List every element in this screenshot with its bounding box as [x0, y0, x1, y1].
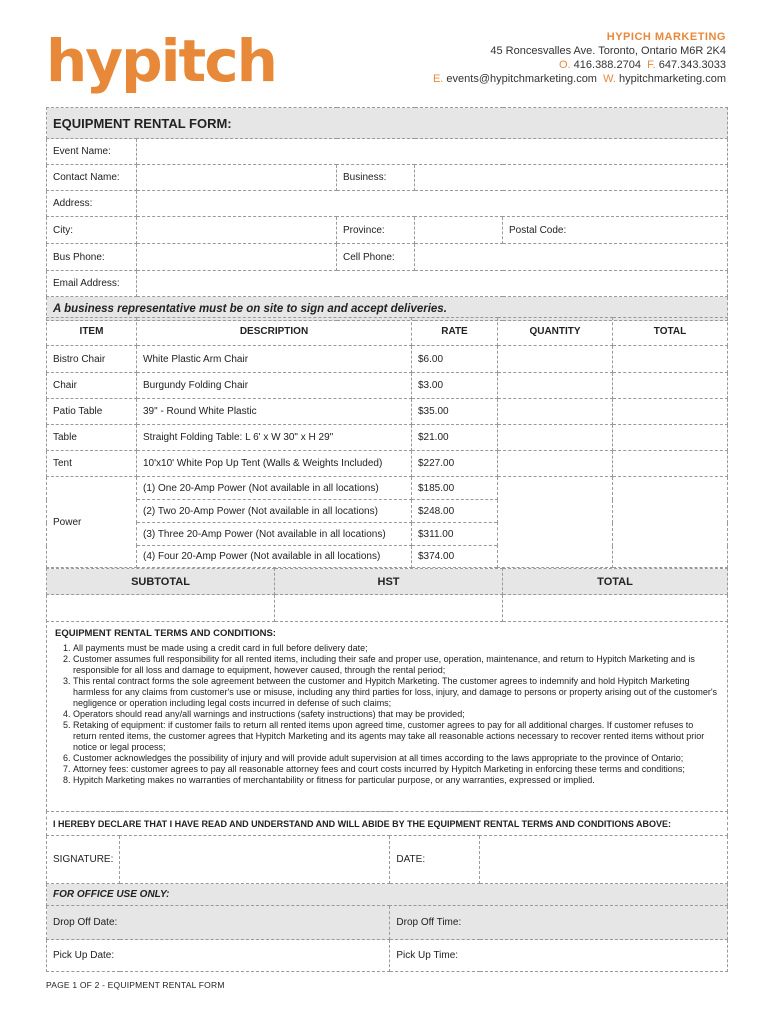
company-name: HYPICH MARKETING — [606, 31, 726, 43]
declaration-table — [46, 811, 728, 972]
grand-total-label: TOTAL — [503, 569, 728, 595]
pick-up-date-field[interactable] — [47, 940, 390, 972]
form-title: EQUIPMENT RENTAL FORM: — [47, 108, 728, 139]
item-description: Burgundy Folding Chair — [137, 373, 412, 399]
item-name-power: Power — [47, 477, 137, 568]
col-description: DESCRIPTION — [137, 318, 412, 346]
power-rate: $311.00 — [412, 523, 498, 546]
table-row — [47, 425, 728, 451]
bus-phone-field[interactable] — [137, 244, 337, 271]
power-rate: $185.00 — [412, 477, 498, 500]
event-name-label: Event Name: — [47, 139, 137, 165]
total-field[interactable] — [613, 373, 728, 399]
office-use-title: FOR OFFICE USE ONLY: — [47, 884, 728, 906]
items-table — [46, 317, 728, 568]
address-label: Address: — [47, 191, 137, 217]
email-address-field[interactable] — [137, 271, 728, 297]
pick-up-date-label: Pick Up Date: — [53, 950, 115, 961]
event-name-field[interactable] — [137, 139, 728, 165]
col-item: ITEM — [47, 318, 137, 346]
term-item: 5. Retaking of equipment: if customer fails to return all rented items upon agreed time, customer agrees to pay for all additional charges. If customer refuses to return rented items, the customer agrees that Hypitch Marketing and its agents may take all reasonable actions necessary to recover rented items without prior notice or legal process; — [73, 720, 719, 753]
drop-off-date-field[interactable] — [47, 906, 390, 940]
declaration-section — [46, 811, 728, 972]
company-address: 45 Roncesvalles Ave. Toronto, Ontario M6R 2K4 — [490, 45, 726, 57]
term-item: 8. Hypitch Marketing makes no warranties of merchantability or fitness for particular purpose, or any warranties, expressed or implied. — [73, 775, 719, 786]
summary-table — [46, 568, 728, 622]
item-name: Bistro Chair — [47, 346, 137, 373]
item-name: Chair — [47, 373, 137, 399]
contact-table — [46, 107, 728, 321]
item-name: Patio Table — [47, 399, 137, 425]
contact-section — [46, 107, 728, 321]
subtotal-label: SUBTOTAL — [47, 569, 275, 595]
pick-up-time-label: Pick Up Time: — [396, 950, 459, 961]
bus-phone-label: Bus Phone: — [47, 244, 137, 271]
business-label: Business: — [337, 165, 415, 191]
province-label: Province: — [337, 217, 415, 244]
company-contact — [433, 72, 726, 86]
term-item: 6. Customer acknowledges the possibility of injury and will provide adult supervision at all times according to the laws appropriate to the province of Ontario; — [73, 753, 719, 764]
power-rate: $248.00 — [412, 500, 498, 523]
item-description: 10'x10' White Pop Up Tent (Walls & Weights Included) — [137, 451, 412, 477]
declaration-text: I HEREBY DECLARE THAT I HAVE READ AND UNDERSTAND AND WILL ABIDE BY THE EQUIPMENT RENTAL TERMS AND CONDITIONS ABOVE: — [47, 812, 728, 836]
drop-off-time-field[interactable] — [390, 906, 728, 940]
col-rate: RATE — [412, 318, 498, 346]
contact-name-label: Contact Name: — [47, 165, 137, 191]
total-field[interactable] — [613, 399, 728, 425]
table-row — [47, 451, 728, 477]
item-description: White Plastic Arm Chair — [137, 346, 412, 373]
item-rate: $3.00 — [412, 373, 498, 399]
table-row — [47, 477, 728, 500]
email-value: events@hypitchmarketing.com — [446, 73, 597, 85]
drop-off-time-label: Drop Off Time: — [396, 917, 462, 928]
quantity-field[interactable] — [498, 373, 613, 399]
col-quantity: QUANTITY — [498, 318, 613, 346]
item-rate: $6.00 — [412, 346, 498, 373]
phone-label: O. — [558, 59, 571, 71]
city-label: City: — [47, 217, 137, 244]
business-field[interactable] — [415, 165, 728, 191]
web-label: W. — [603, 73, 616, 85]
grand-total-field[interactable] — [503, 595, 728, 622]
city-field[interactable] — [137, 217, 337, 244]
company-phones — [433, 58, 726, 72]
quantity-field[interactable] — [498, 399, 613, 425]
quantity-field[interactable] — [498, 425, 613, 451]
total-field[interactable] — [613, 346, 728, 373]
terms-title: EQUIPMENT RENTAL TERMS AND CONDITIONS: — [55, 628, 276, 639]
power-description: (1) One 20-Amp Power (Not available in all locations) — [137, 477, 412, 500]
hst-field[interactable] — [275, 595, 503, 622]
hypitch-logo: hypitch — [46, 27, 276, 95]
total-field[interactable] — [613, 451, 728, 477]
signature-field[interactable] — [120, 836, 390, 884]
power-description: (4) Four 20-Amp Power (Not available in all locations) — [137, 546, 412, 568]
term-item: 2. Customer assumes full responsibility for all rented items, including their safe and proper use, operation, maintenance, and return to Hypitch Marketing and is responsible for all loss and damage to equipment, however caused, through the rental period; — [73, 654, 719, 676]
pick-up-time-field[interactable] — [390, 940, 728, 972]
drop-off-date-label: Drop Off Date: — [53, 917, 118, 928]
term-item: 7. Attorney fees: customer agrees to pay all reasonable attorney fees and court costs incurred by Hypitch Marketing in enforcing these terms and conditions; — [73, 764, 719, 775]
power-description: (2) Two 20-Amp Power (Not available in all locations) — [137, 500, 412, 523]
power-quantity-field[interactable] — [498, 477, 613, 568]
date-label: DATE: — [390, 836, 480, 884]
item-rate: $35.00 — [412, 399, 498, 425]
term-item: 1. All payments must be made using a credit card in full before delivery date; — [73, 643, 719, 654]
address-field[interactable] — [137, 191, 728, 217]
item-name: Tent — [47, 451, 137, 477]
item-name: Table — [47, 425, 137, 451]
postal-code-cell[interactable] — [503, 217, 728, 244]
subtotal-field[interactable] — [47, 595, 275, 622]
table-row — [47, 346, 728, 373]
province-field[interactable] — [415, 217, 503, 244]
terms-section — [46, 620, 728, 812]
table-row — [47, 399, 728, 425]
item-description: Straight Folding Table: L 6' x W 30" x H 29" — [137, 425, 412, 451]
date-field[interactable] — [480, 836, 728, 884]
company-header — [433, 30, 726, 86]
terms-list — [55, 643, 719, 786]
power-rate: $374.00 — [412, 546, 498, 568]
hst-label: HST — [275, 569, 503, 595]
contact-name-field[interactable] — [137, 165, 337, 191]
postal-code-label: Postal Code: — [509, 224, 567, 236]
power-description: (3) Three 20-Amp Power (Not available in all locations) — [137, 523, 412, 546]
items-section — [46, 317, 728, 622]
total-field[interactable] — [613, 425, 728, 451]
power-total-field[interactable] — [613, 477, 728, 568]
phone-value: 416.388.2704 — [573, 59, 641, 71]
fax-value: 647.343.3033 — [658, 59, 726, 71]
term-item: 3. This rental contract forms the sole agreement between the customer and Hypitch Marketing. The customer agrees to indemnify and hold Hypitch Marketing harmless for any claims from customer's use or misuse, including any third parties for loss, injury, and damage to persons or property arising out of the customer's negligence or operation including legal costs incurred in defense of such claims; — [73, 676, 719, 709]
email-label: E. — [432, 73, 444, 85]
signature-label: SIGNATURE: — [47, 836, 120, 884]
term-item: 4. Operators should read any/all warnings and instructions (safety instructions) that may be provided; — [73, 709, 719, 720]
fax-label: F. — [647, 59, 656, 71]
cell-phone-label: Cell Phone: — [337, 244, 415, 271]
col-total: TOTAL — [613, 318, 728, 346]
web-value: hypitchmarketing.com — [619, 73, 726, 85]
table-row — [47, 373, 728, 399]
quantity-field[interactable] — [498, 451, 613, 477]
item-rate: $227.00 — [412, 451, 498, 477]
email-address-label: Email Address: — [47, 271, 137, 297]
business-rep-notice: A business representative must be on site to sign and accept deliveries. — [47, 297, 728, 321]
page-footer: PAGE 1 OF 2 - EQUIPMENT RENTAL FORM — [46, 980, 225, 990]
cell-phone-field[interactable] — [415, 244, 728, 271]
item-rate: $21.00 — [412, 425, 498, 451]
item-description: 39" - Round White Plastic — [137, 399, 412, 425]
quantity-field[interactable] — [498, 346, 613, 373]
